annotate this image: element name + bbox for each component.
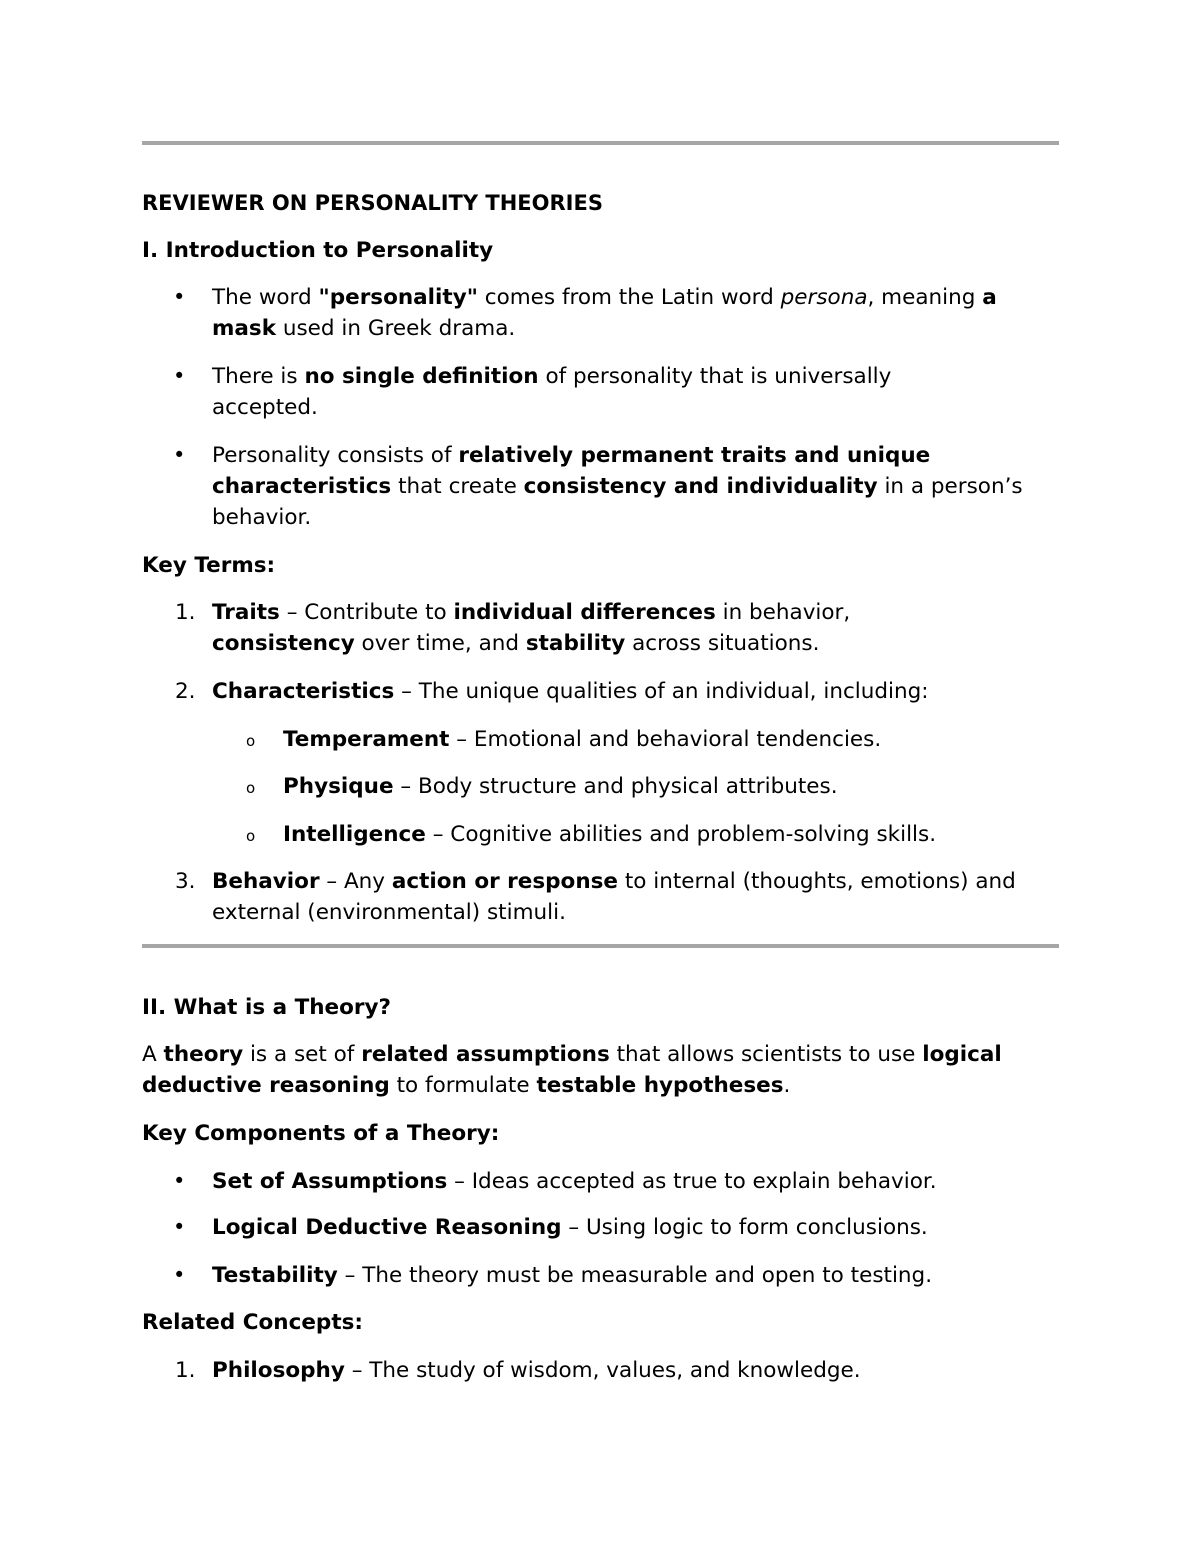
bullet-icon: • <box>173 1215 186 1239</box>
item-number: 2. <box>175 679 196 704</box>
bullet-icon: • <box>173 443 186 467</box>
item-number: 1. <box>175 1358 196 1383</box>
horizontal-rule <box>142 944 1059 948</box>
components-heading: Key Components of a Theory: <box>142 1121 500 1146</box>
document-title: REVIEWER ON PERSONALITY THEORIES <box>142 191 603 215</box>
key-terms-heading: Key Terms: <box>142 553 276 578</box>
bullet-icon: • <box>173 1263 186 1287</box>
circle-bullet-icon: o <box>246 779 256 797</box>
document-page: REVIEWER ON PERSONALITY THEORIES I. Introduction to Personality • The word "personality" comes from the Latin word persona, meaning a mask used in Greek drama. • There is no single definition of personality that is universally accepted. • Personality consists of relatively permanent traits and unique characteristics that create consistency and individuality in a person’s behavior. Key Terms: 1. Traits – Contribute to individual differences in behavior, consistency over time, and stability across situations. 2. Characteristics – The unique qualities of an individual, including: o Temperament – Emotional and behavioral tendencies. o Physique – Body structure and physical attributes. o Intelligence – Cognitive abilities and problem-solving skills. 3. Behavior – Any action or response to internal (thoughts, emotions) and external (environmental) stimuli. II. What is a Theory? A theory is a set of related assumptions that allows scientists to use logical deductive reasoning to formulate testable hypotheses. Key Components of a Theory: • Set of Assumptions – Ideas accepted as true to explain behavior. • Logical Deductive Reasoning – Using logic to form conclusions. • Testability – The theory must be measurable and open to testing. Related Concepts: 1. Philosophy – The study of wisdom, values, and knowledge. <box>0 0 1200 1553</box>
circle-bullet-icon: o <box>246 827 256 845</box>
item-number: 1. <box>175 600 196 625</box>
theory-definition: A theory is a set of related assumptions that allows scientists to use logical deductive reasoning to formulate testable hypotheses. <box>142 1042 1002 1098</box>
related-heading: Related Concepts: <box>142 1310 363 1335</box>
circle-bullet-icon: o <box>246 732 256 750</box>
bullet-icon: • <box>173 364 186 388</box>
section-heading: II. What is a Theory? <box>142 995 392 1020</box>
bullet-icon: • <box>173 1169 186 1193</box>
bullet-icon: • <box>173 285 186 309</box>
item-number: 3. <box>175 869 196 894</box>
horizontal-rule <box>142 141 1059 145</box>
section-heading: I. Introduction to Personality <box>142 238 494 263</box>
